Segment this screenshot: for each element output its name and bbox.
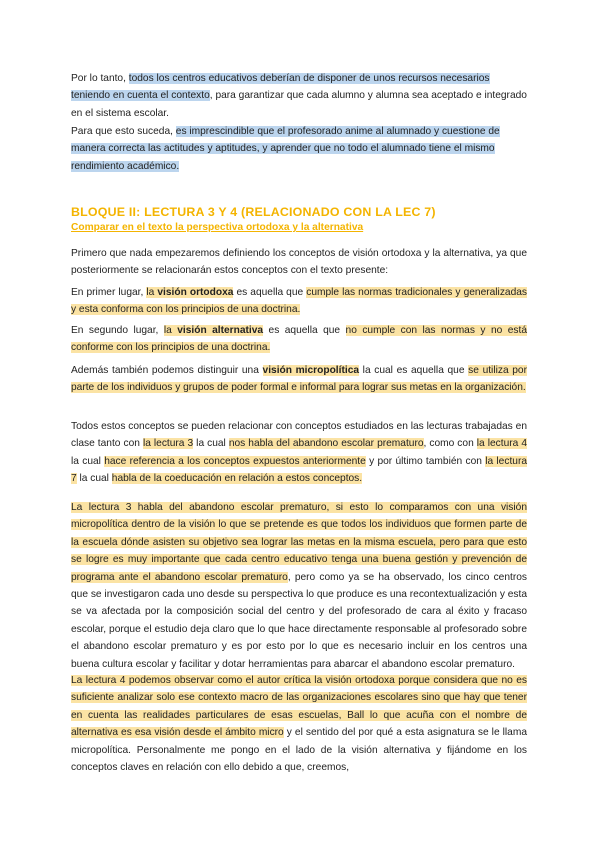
section-title: BLOQUE II: LECTURA 3 Y 4 (RELACIONADO CON LA LEC 7) [71,205,436,219]
highlight-yellow: la lectura 3 [142,438,194,450]
highlight-blue: es imprescindible que el profesorado anime al alumnado y cuestione de manera correcta las actitudes y aptitudes, y aprender que no todo el alumnado tiene el mismo rendimiento académico. [71,126,500,172]
body-paragraph-6: La lectura 3 habla del abandono escolar prematuro, si esto lo comparamos con una visión micropolítica dentro de la visión lo que se pretende es que todos los individuos que formen parte de la escuela dónde asisten su objetivo sea lograr las metas en la misma escuela, pero para que esto se logre es muy importante que cada centro educativo tenga una buena gestión y prevención de programa ante el abandono escolar prematuro, pero como ya se ha observado, los cinco centros que se investigaron cada uno desde su perspectiva lo que produce es una recontextualización y esta se va afectada por la composición social del centro y del profesorado de cara al éxito y fracaso escolar, porque el estudio deja claro que lo que hace directamente responsable al profesorado sobre el abandono escolar prematuro y es por esto por lo que es necesario incluir en los centros una buena cultura escolar y facilitar y dotar herramientas para abarcar el abandono escolar prematuro. [71,502,527,670]
highlight-yellow: la lectura 7 [71,455,528,485]
body-paragraph-1: Primero que nada empezaremos definiendo los conceptos de visión ortodoxa y la alternativa, ya que posteriormente se relacionarán estos conceptos con el texto presente: [71,248,527,277]
intro-paragraph-1: Por lo tanto, todos los centros educativos deberían de disponer de unos recursos necesarios teniendo en cuenta el contexto, para garantizar que cada alumno y alumna sea aceptado e integrado en el sistema escolar. [71,73,527,119]
highlight-blue: todos los centros educativos deberían de disponer de unos recursos necesarios teniendo en cuenta el contexto [71,73,490,102]
intro-paragraph-2: Para que esto suceda, es imprescindible que el profesorado anime al alumnado y cuestione de manera correcta las actitudes y aptitudes, y aprender que no todo el alumnado tiene el mismo rendimiento académico. [71,126,500,172]
highlight-yellow: se utiliza por parte de los individuos y grupos de poder formal e informal para lograr sus metas en la organización. [71,365,527,394]
highlight-yellow: hace referencia a los conceptos expuestos anteriormente [104,455,366,467]
section-subtitle: Comparar en el texto la perspectiva ortodoxa y la alternativa [71,222,364,233]
highlight-yellow: cumple las normas tradicionales y generalizadas y esta conforma con los principios de una doctrina. [71,287,528,316]
body-paragraph-5: Todos estos conceptos se pueden relacionar con conceptos estudiados en las lecturas trabajadas en clase tanto con la lectura 3 la cual nos habla del abandono escolar prematuro, como con la lectura 4 la cual hace referencia a los conceptos expuestos anteriormente y por último también con la lectura 7 la cual habla de la coeducación en relación a estos conceptos. [71,421,528,485]
highlight-yellow: la visión ortodoxa [146,287,234,298]
term-vision-micropolitica: visión micropolítica [262,365,360,376]
highlight-yellow: la lectura 4 [476,438,527,450]
term-vision-ortodoxa: visión ortodoxa [157,287,234,298]
body-paragraph-3: En segundo lugar, la visión alternativa es aquella que no cumple con las normas y no está conforme con los principios de una doctrina. [71,325,527,354]
body-paragraph-2: En primer lugar, la visión ortodoxa es aquella que cumple las normas tradicionales y generalizadas y esta conforma con los principios de una doctrina. [71,287,528,316]
highlight-yellow: La lectura 3 habla del abandono escolar prematuro, si esto lo comparamos con una visión micropolítica dentro de la visión lo que se pretende es que todos los individuos que formen parte de la escuela dónde asisten su objetivo sea lograr las metas en la misma escuela, pero para que esto se logre es muy importante que cada centro educativo tenga una buena gestión y prevención de programa ante el abandono escolar prematuro [71,502,527,583]
highlight-yellow: habla de la coeducación en relación a estos conceptos. [111,473,363,485]
highlight-yellow: no cumple con las normas y no está conforme con los principios de una doctrina. [71,325,527,354]
highlight-yellow: nos habla del abandono escolar prematuro [228,438,424,450]
body-paragraph-7: La lectura 4 podemos observar como el autor crítica la visión ortodoxa porque considera que no es suficiente analizar solo ese contexto macro de las organizaciones escolares sino que hay que tener en cuenta las realidades particulares de esas escuelas, Ball lo que acuña con el nombre de alternativa es esa visión desde el ámbito micro y el sentido del por qué a esta asignatura se le llama micropolítica. Personalmente me pongo en el lado de la visión alternativa y fijándome en los conceptos claves en relación con ello debido a que, creemos, [71,675,528,774]
highlight-yellow: La lectura 4 podemos observar como el autor crítica la visión ortodoxa porque considera que no es suficiente analizar solo ese contexto macro de las organizaciones escolares sino que hay que tener en cuenta las realidades particulares de esas escuelas, Ball lo que acuña con el nombre de alternativa es esa visión desde el ámbito micro [71,675,527,739]
body-paragraph-4: Además también podemos distinguir una visión micropolítica la cual es aquella que se utiliza por parte de los individuos y grupos de poder formal e informal para lograr sus metas en la organización. [71,365,527,394]
highlight-yellow: la visión alternativa [163,325,264,336]
term-vision-alternativa: visión alternativa [177,325,264,336]
